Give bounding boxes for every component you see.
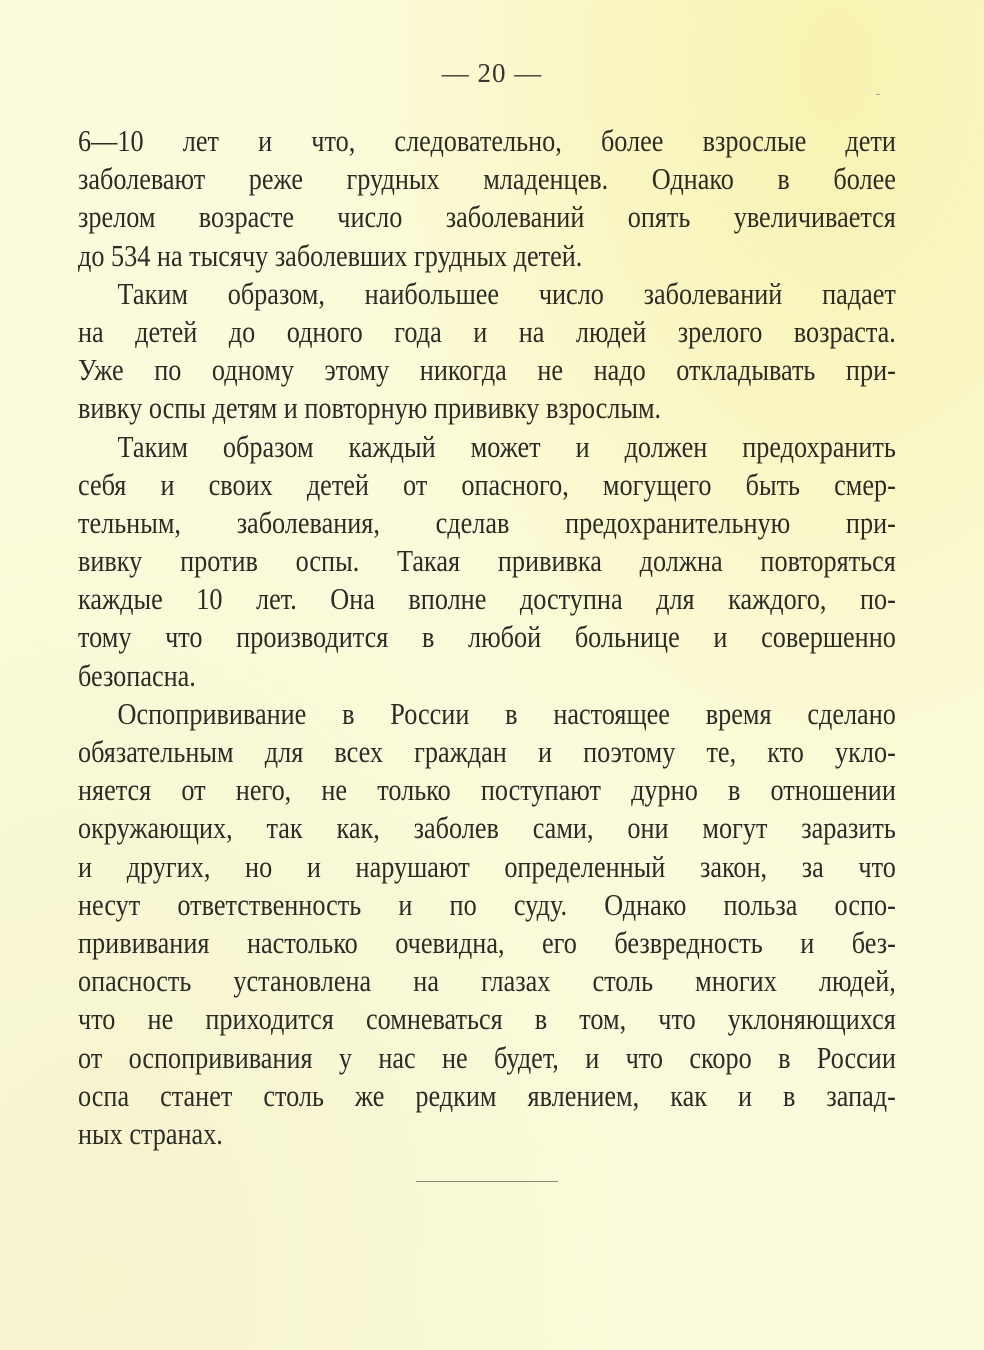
text-line: несут ответственность и по суду. Однако польза оспо- bbox=[78, 887, 896, 922]
text-line: Оспопрививание в России в настоящее время сделано bbox=[117, 696, 896, 731]
text-line: тому что производится в любой больнице и совершенно bbox=[78, 620, 896, 655]
text-line: Уже по одному этому никогда не надо откладывать при- bbox=[78, 353, 896, 388]
text-line: вивку оспы детям и повторную прививку взрослым. bbox=[78, 391, 662, 426]
text-line: ных странах. bbox=[78, 1116, 223, 1151]
text-line: окружающих, так как, заболев сами, они могут заразить bbox=[78, 811, 896, 846]
section-end-rule bbox=[416, 1181, 558, 1182]
text-line: 6—10 лет и что, следовательно, более взрослые дети bbox=[78, 124, 896, 158]
body-text bbox=[78, 122, 896, 1153]
text-line: зрелом возрасте число заболеваний опять увеличивается bbox=[78, 200, 896, 235]
text-line: тельным, заболевания, сделав предохранительную при- bbox=[78, 505, 896, 540]
text-line: оспа станет столь же редким явлением, как и в запад- bbox=[78, 1078, 896, 1113]
text-line: на детей до одного года и на людей зрелого возраста. bbox=[78, 314, 896, 349]
print-speck bbox=[876, 94, 880, 95]
text-line: Таким образом каждый может и должен предохранить bbox=[117, 429, 896, 464]
text-line: вивку против оспы. Такая прививка должна повторяться bbox=[78, 544, 896, 579]
text-line: от оспопрививания у нас не будет, и что скоро в России bbox=[78, 1040, 896, 1075]
text-line: обязательным для всех граждан и поэтому те, кто укло- bbox=[78, 735, 896, 769]
text-line: опасность установлена на глазах столь многих людей, bbox=[78, 964, 896, 999]
text-line: няется от него, не только поступают дурно в отношении bbox=[78, 773, 896, 808]
text-line: Таким образом, наибольшее число заболеваний падает bbox=[117, 276, 896, 311]
text-line: заболевают реже грудных младенцев. Однако в более bbox=[78, 162, 896, 197]
text-line: каждые 10 лет. Она вполне доступна для каждого, по- bbox=[78, 582, 896, 617]
text-line: и других, но и нарушают определенный закон, за что bbox=[78, 849, 896, 884]
page-number: — 20 — bbox=[441, 58, 543, 88]
text-line: прививания настолько очевидна, его безвредность и без- bbox=[78, 925, 896, 960]
text-line: себя и своих детей от опасного, могущего быть смер- bbox=[78, 467, 896, 502]
text-line: что не приходится сомневаться в том, что уклоняющихся bbox=[78, 1002, 896, 1037]
text-line: до 534 на тысячу заболевших грудных детей. bbox=[78, 238, 583, 273]
text-line: безопасна. bbox=[78, 658, 196, 693]
